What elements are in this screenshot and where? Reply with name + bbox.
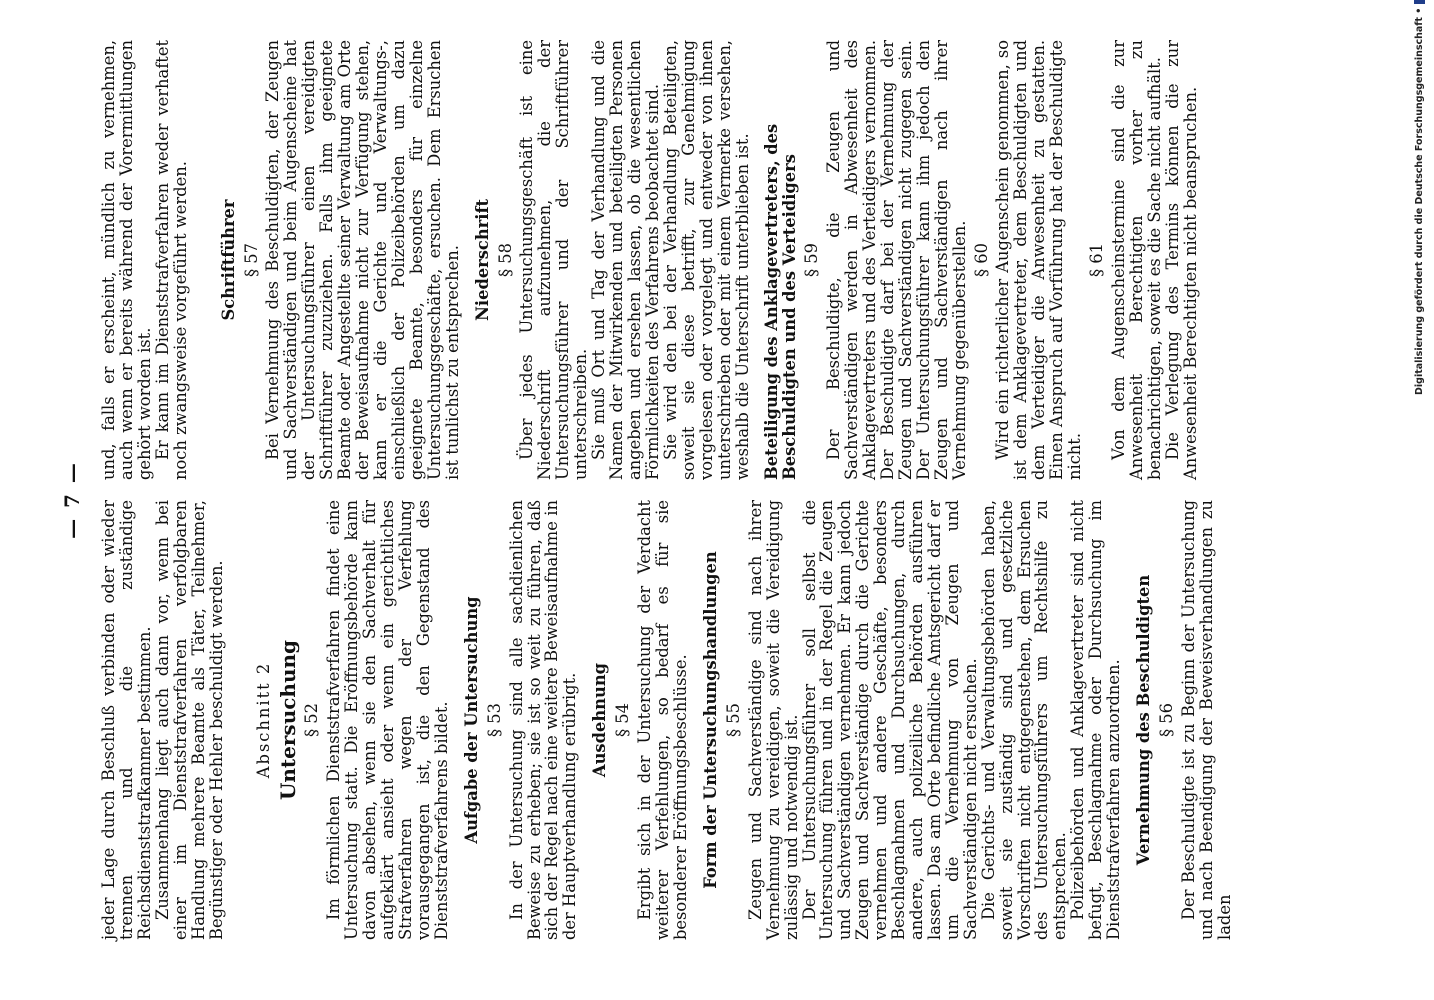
subheading: Ausdehnung [590, 662, 610, 778]
section-title: Untersuchung [276, 639, 301, 801]
left-column [100, 500, 1234, 940]
paragraph: Die Verlegung des Termins können die zur Anwesenheit Berechtigten nicht beanspruchen. [1162, 40, 1200, 480]
right-column [100, 40, 1200, 480]
paragraph: Von dem Augenscheinstermine sind die zur Anwesenheit Berechtigten vorher zu benachrichtigen, soweit es die Sache nicht aufhält. [1109, 40, 1164, 480]
paragraph-number: § 58 [495, 242, 515, 278]
paragraph: Bei Vernehmung des Beschuldigten, der Zeugen und Sachverständigen und beim Augenscheine hat der Untersuchungsführer einen vereidigten Schriftführer zuzuziehen. Falls ihm geeignete Beamte oder Angestellte seiner Verwaltung am Orte der Beweisaufnahme nicht zur Verfügung stehen, kann er die Gerichte und Verwaltungs-, einschließlich der Polizeibehörden um dazu geeignete Beamte, besonders für einzelne Untersuchungsgeschäfte, ersuchen. Dem Ersuchen ist tunlichst zu entsprechen. [263, 40, 462, 480]
paragraph: Über jedes Untersuchungsgeschäft ist eine Niederschrift aufzunehmen, die der Untersuchungsführer und der Schriftführer unterschreiben. [517, 40, 591, 480]
credit-text: Digitalisierung gefördert durch die Deutsche Forschungsgemeinschaft • [1414, 7, 1425, 395]
paragraph-number: § 57 [241, 242, 261, 278]
paragraph: Der Beschuldigte ist zu Beginn der Untersuchung und nach Beendigung der Beweisverhandlungen zu laden [1178, 500, 1234, 940]
paragraph: Sie wird den bei der Verhandlung Beteiligten, soweit sie diese betrifft, zur Genehmigung vorgelesen oder vorgelegt und entweder von ihnen unterschrieben oder mit einem Vermerke versehen, weshalb die Unterschrift unterblieben ist. [660, 40, 752, 480]
paragraph: jeder Lage durch Beschluß verbinden oder wieder trennen und die zuständige Reichsdienststrafkammer bestimmen. [99, 500, 154, 940]
digitization-credit [1414, 0, 1425, 395]
page-number: — 7 — [60, 461, 84, 539]
paragraph: Zusammenhang liegt auch dann vor, wenn bei einer im Dienststrafverfahren verfolgbaren Handlung mehrere Beamte als Täter, Teilnehmer, Begünstiger oder Hehler beschuldigt werden. [152, 500, 226, 940]
subheading: Schriftführer [218, 199, 238, 321]
dfg-logo [1414, 0, 1425, 4]
paragraph: Der Beschuldigte, die Zeugen und Sachverständigen werden in Abwesenheit des Anklagevertreters und des Verteidigers vernommen. Der Beschuldigte darf bei der Vernehmung der Zeugen und Sachverständigen nicht zugegen sein. Der Untersuchungsführer kann ihm jedoch den Zeugen und Sachverständigen nach ihrer Vernehmung gegenüberstellen. [824, 40, 969, 480]
paragraph: Der Untersuchungsführer soll selbst die Untersuchung führen und in der Regel die Zeugen und Sachverständigen vernehmen. Er kann jedoch Zeugen und Sachverständige durch die Gerichte vernehmen und andere Geschäfte, besonders Beschlagnahmen und Durchsuchungen, durch andere, auch polizeiliche Behörden ausführen lassen. Das am Orte befindliche Amtsgericht darf er um die Vernehmung von Zeugen und Sachverständigen nicht ersuchen. [799, 500, 980, 940]
paragraph: Er kann im Dienststrafverfahren weder verhaftet noch zwangsweise vorgeführt werden. [152, 40, 190, 480]
paragraph-number: § 61 [1087, 242, 1107, 278]
paragraph: Ergibt sich in der Untersuchung der Verdacht weiterer Verfehlungen, so bedarf es für sie besonderer Eröffnungsbeschlüsse. [635, 500, 690, 940]
paragraph-number: § 52 [302, 702, 322, 738]
paragraph: Die Gerichts- und Verwaltungsbehörden haben, soweit sie zuständig sind und gesetzliche Vorschriften nicht entgegenstehen, dem Ersuchen des Untersuchungsführers um Rechtshilfe zu entsprechen. [978, 500, 1070, 940]
subheading: Niederschrift [472, 199, 492, 321]
subheading: Vernehmung des Beschuldigten [1134, 574, 1154, 866]
paragraph: In der Untersuchung sind alle sachdienlichen Beweise zu erheben; sie ist so weit zu führen, daß sich der Regel nach eine weitere Beweisaufnahme in der Hauptverhandlung erübrigt. [506, 500, 580, 940]
subheading: Beteiligung des Anklagevertreters, des Beschuldigten und des Verteidigers [762, 123, 800, 480]
paragraph-number: § 53 [484, 702, 504, 738]
paragraph: Polizeibehörden und Anklagevertreter sind nicht befugt, Beschlagnahme oder Durchsuchung im Dienststrafverfahren anzuordnen. [1068, 500, 1124, 940]
paragraph-number: § 54 [613, 702, 633, 738]
paragraph: und, falls er erscheint, mündlich zu vernehmen, auch wenn er bereits während der Vorermittlungen gehört worden ist. [99, 40, 154, 480]
paragraph-number: § 55 [723, 702, 743, 738]
paragraph: Wird ein richterlicher Augenschein genommen, so ist dem Anklagevertreter, dem Beschuldigten und dem Verteidiger die Anwesenheit zu gestatten. Einen Anspruch auf Vorführung hat der Beschuldigte nicht. [993, 40, 1085, 480]
section-label: Abschnitt 2 [254, 661, 274, 779]
paragraph-number: § 60 [971, 242, 991, 278]
subheading: Aufgabe der Untersuchung [461, 596, 481, 844]
paragraph: Sie muß Ort und Tag der Verhandlung und die Namen der Mitwirkenden und beteiligten Personen angeben und ersehen lassen, ob die wesentlichen Förmlichkeiten des Verfahrens beobachtet sind. [589, 40, 662, 480]
subheading: Form der Untersuchungshandlungen [700, 551, 720, 889]
paragraph: Zeugen und Sachverständige sind nach ihrer Vernehmung zu vereidigen, soweit die Vereidigung zulässig und notwendig ist. [745, 500, 801, 940]
paragraph-number: § 56 [1157, 702, 1177, 738]
paragraph: Im förmlichen Dienststrafverfahren findet eine Untersuchung statt. Die Eröffnungsbehörde kann davon absehen, wenn sie den Sachverhalt für aufgeklärt ansieht oder wenn ein gerichtliches Strafverfahren wegen der Verfehlung vorausgegangen ist, die den Gegenstand des Dienststrafverfahrens bildet. [324, 500, 451, 940]
paragraph-number: § 59 [802, 242, 822, 278]
